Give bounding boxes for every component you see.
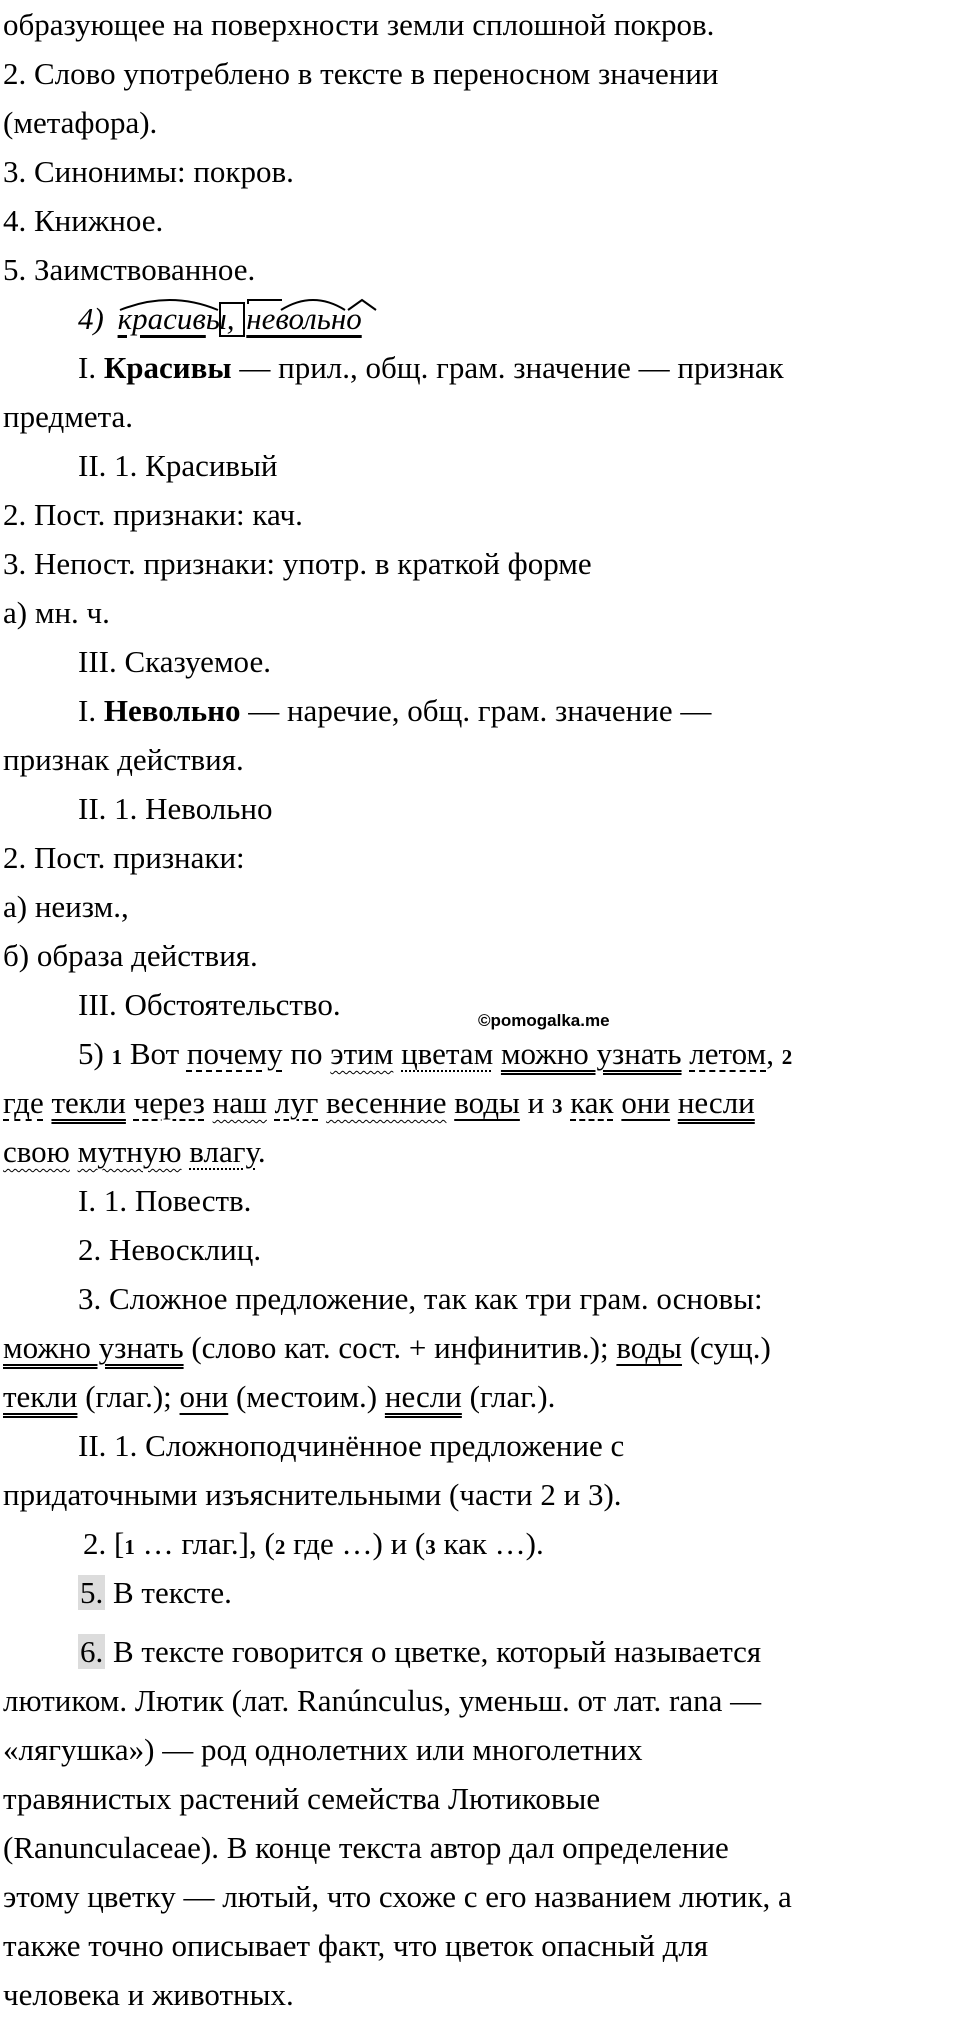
word-subject: воды	[616, 1330, 682, 1365]
scheme-fragment: где …) и (	[293, 1526, 426, 1561]
word-predicate: текли	[51, 1085, 126, 1120]
text-line: 3. Синонимы: покров.	[3, 154, 294, 189]
text-line: «лягушка») — род однолетних или многолетних	[3, 1732, 643, 1767]
text-line: предмета.	[3, 399, 134, 434]
clause-marker: 2	[781, 1045, 793, 1069]
sentence-line	[3, 1127, 958, 1176]
text-line: III. Сказуемое.	[78, 644, 271, 679]
text-line: 5. Заимствованное.	[3, 252, 256, 287]
text-line	[3, 1372, 958, 1421]
scheme-fragment: … глаг.], (	[142, 1526, 275, 1561]
section-number: I.	[78, 693, 97, 728]
word-adverbial: через	[133, 1085, 205, 1120]
clause-marker: 3	[425, 1535, 436, 1559]
text-line: б) образа действия.	[3, 938, 258, 973]
watermark: ©pomogalka.me	[478, 1011, 610, 1030]
word-predicate: можно узнать	[500, 1036, 682, 1071]
word-adverbial: где	[3, 1085, 44, 1120]
item-number: 5)	[78, 1036, 104, 1071]
word-adverbial: почему	[186, 1036, 283, 1071]
text-line: этому цветку — лютый, что схоже с его названием лютик, а	[3, 1879, 792, 1914]
text-line: 2. Пост. признаки: кач.	[3, 497, 303, 532]
word-attribute: мутную	[77, 1134, 182, 1169]
text-line	[3, 343, 958, 392]
word-adverbial: летом	[689, 1036, 767, 1071]
text-line: человека и животных.	[3, 1977, 294, 2012]
comma: ,	[226, 301, 235, 336]
text-line: II. 1. Сложноподчинённое предложение с	[78, 1428, 625, 1463]
text-line: 3. Непост. признаки: употр. в краткой форме	[3, 546, 592, 581]
root-arc-mark	[279, 296, 349, 336]
word-ending: ы	[205, 301, 227, 336]
word: Вот	[129, 1036, 180, 1071]
sentence-line	[3, 1078, 958, 1127]
text-line: придаточными изъяснительными (части 2 и 3).	[3, 1477, 622, 1512]
text-line: травянистых растений семейства Лютиковые	[3, 1781, 601, 1816]
text-line: II. 1. Красивый	[78, 448, 278, 483]
word-attribute: весенние	[326, 1085, 447, 1120]
word-subject: они	[179, 1379, 229, 1414]
clause-marker: 1	[111, 1045, 123, 1069]
word-object: влагу	[189, 1134, 258, 1169]
text-fragment: В тексте говорится о цветке, который называется	[113, 1634, 762, 1669]
scheme-line	[3, 1519, 958, 1568]
word-attribute: наш	[212, 1085, 267, 1120]
text-line: лютиком. Лютик (лат. Ranúnculus, уменьш. от лат. rana —	[3, 1683, 762, 1718]
text-line	[3, 1568, 958, 1617]
text-line: 2. Слово употреблено в тексте в переносном значении	[3, 56, 719, 91]
period: .	[257, 1134, 266, 1169]
text-line: 4. Книжное.	[3, 203, 164, 238]
word-root: красив	[117, 301, 206, 336]
text-fragment: (глаг.).	[469, 1379, 556, 1414]
text-fragment: (глаг.);	[85, 1379, 172, 1414]
word-object: цветам	[401, 1036, 494, 1071]
bold-term: Красивы	[103, 350, 232, 385]
text-line: образующее на поверхности земли сплошной покров.	[3, 7, 715, 42]
bold-term: Невольно	[103, 693, 241, 728]
word-predicate: можно узнать	[3, 1330, 184, 1365]
clause-marker: 2	[274, 1535, 286, 1559]
text-line: I. 1. Повеств.	[78, 1183, 252, 1218]
task-number-highlight: 5.	[80, 1575, 104, 1610]
text-fragment: (местоим.)	[235, 1379, 378, 1414]
paragraph-gap	[3, 1617, 958, 1627]
word-predicate: несли	[384, 1379, 462, 1414]
text-line: также точно описывает факт, что цветок опасный для	[3, 1928, 709, 1963]
item-number: 4)	[78, 301, 104, 336]
word-nevolno	[246, 294, 361, 343]
text-fragment: (сущ.)	[689, 1330, 771, 1365]
clause-marker: 3	[551, 1094, 563, 1118]
text-line: признак действия.	[3, 742, 244, 777]
text-fragment: — наречие, общ. грам. значение —	[248, 693, 712, 728]
word-adverbial: как	[570, 1085, 614, 1120]
word: по	[290, 1036, 323, 1071]
text-line: 2. Пост. признаки:	[3, 840, 245, 875]
text-fragment: (слово кат. сост. + инфинитив.);	[191, 1330, 609, 1365]
root-arc-mark	[118, 296, 223, 336]
scheme-fragment: 2. [	[83, 1526, 125, 1561]
word-attribute: свою	[3, 1134, 70, 1169]
text-line: II. 1. Невольно	[78, 791, 273, 826]
text-line: (метафора).	[3, 105, 158, 140]
suffix-mark	[346, 298, 386, 338]
text-line	[3, 686, 958, 735]
word-krasivy	[118, 294, 227, 343]
word: и	[527, 1085, 545, 1120]
text-line: 2. Невосклиц.	[78, 1232, 262, 1267]
word-subject: они	[621, 1085, 671, 1120]
text-line: а) мн. ч.	[3, 595, 110, 630]
text-fragment: — прил., общ. грам. значение — признак	[239, 350, 784, 385]
word-subject: воды	[454, 1085, 520, 1120]
text-line: III. Обстоятельство.	[78, 987, 341, 1022]
text-line: 3. Сложное предложение, так как три грам. основы:	[78, 1281, 763, 1316]
document-page	[3, 0, 958, 2019]
text-fragment: В тексте.	[113, 1575, 232, 1610]
word-predicate: несли	[677, 1085, 755, 1120]
sentence-line	[3, 1029, 958, 1078]
text-line: а) неизм.,	[3, 889, 129, 924]
clause-marker: 1	[124, 1535, 135, 1559]
scheme-fragment: как …).	[443, 1526, 544, 1561]
morpheme-analysis-line	[3, 294, 958, 343]
word-attribute: этим	[330, 1036, 394, 1071]
word-predicate: текли	[3, 1379, 78, 1414]
comma: ,	[766, 1036, 774, 1071]
section-number: I.	[78, 350, 97, 385]
text-line	[3, 1323, 958, 1372]
word-adverbial: луг	[274, 1085, 319, 1120]
task-number-highlight: 6.	[80, 1634, 104, 1669]
text-line: (Ranunculaceae). В конце текста автор дал определение	[3, 1830, 729, 1865]
text-line	[3, 1627, 958, 1676]
word-text: невольно	[246, 301, 362, 336]
ending-box-mark	[219, 302, 247, 342]
